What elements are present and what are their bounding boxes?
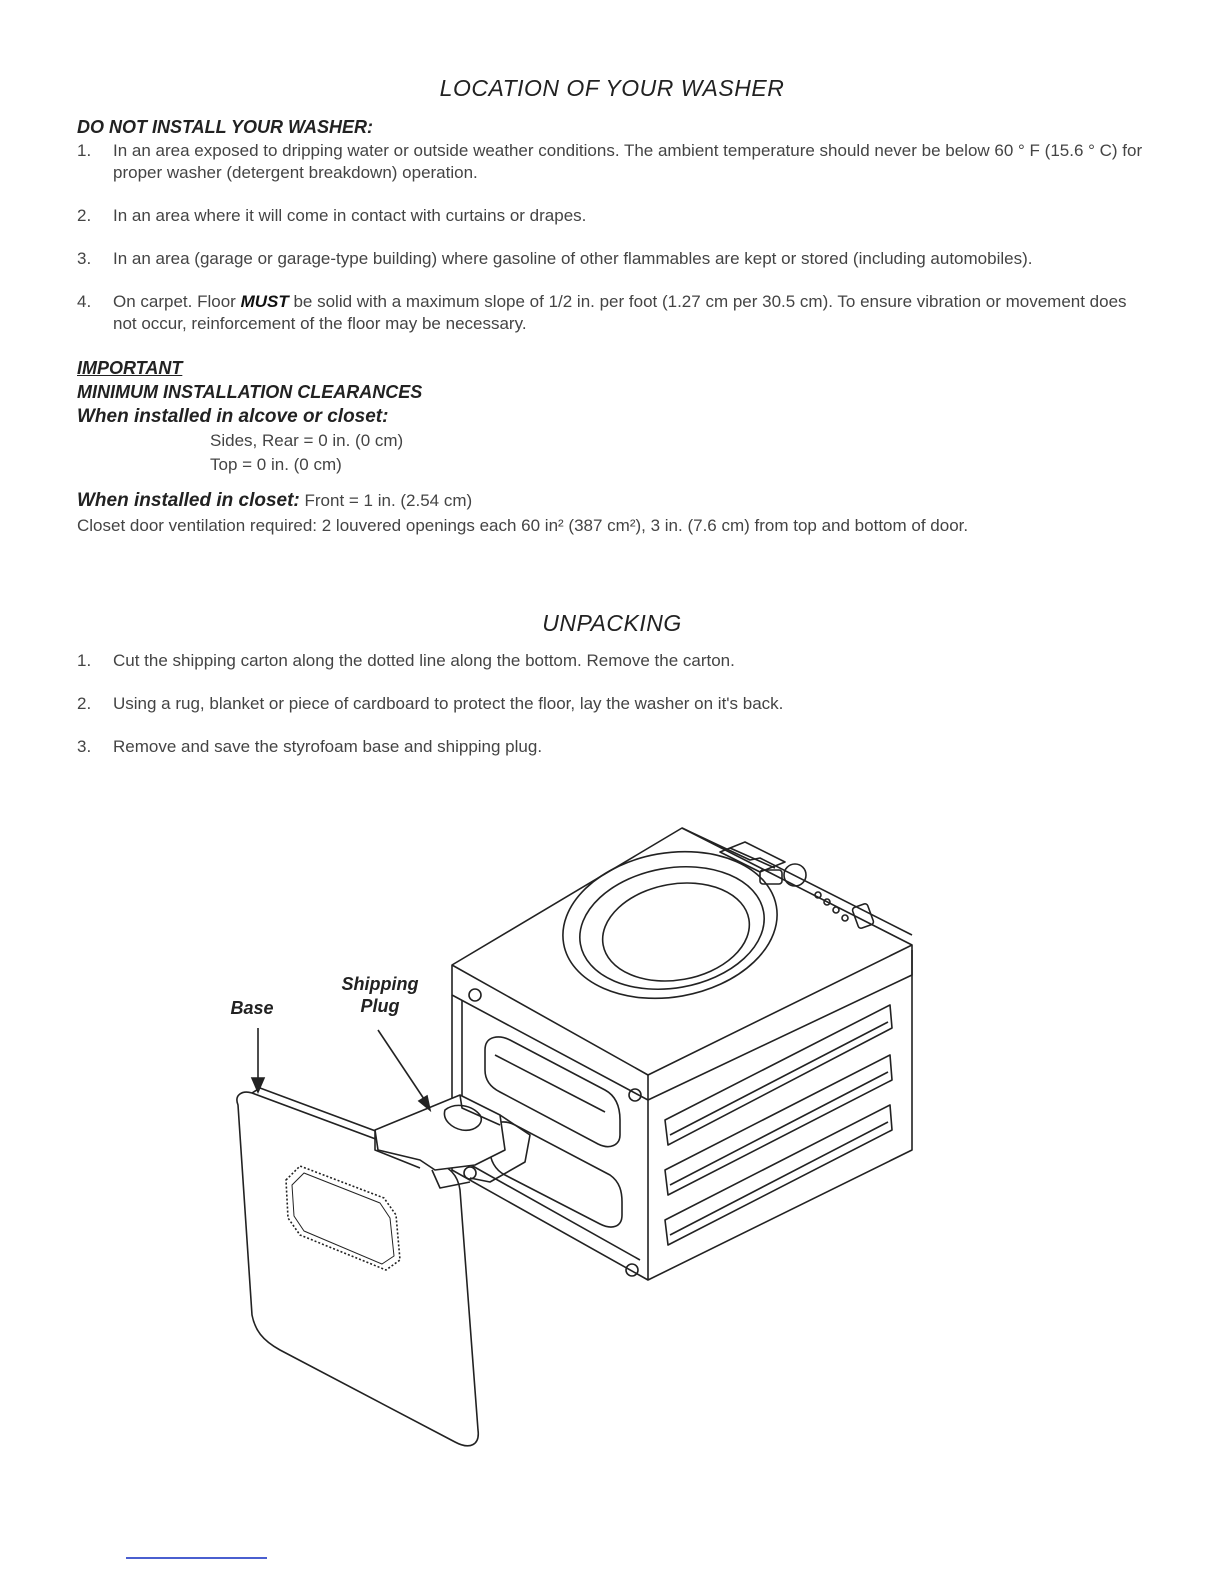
front-value: Front = 1 in. (2.54 cm)	[304, 491, 473, 510]
list-item: 1. Cut the shipping carton along the dotted line along the bottom. Remove the carton.	[77, 651, 735, 670]
footer-rule	[126, 1557, 267, 1559]
plug-label: Plug	[360, 996, 400, 1016]
location-list	[77, 140, 1147, 356]
washer-illustration	[200, 790, 960, 1470]
list-item: 1. In an area exposed to dripping water or outside weather conditions. The ambient temperature should never be below 60 ° F (15.6 ° C) for proper washer (detergent breakdown) operation.	[77, 141, 1143, 182]
must-emphasis: MUST	[240, 292, 289, 311]
top-value: Top = 0 in. (0 cm)	[210, 455, 342, 474]
list-item: 2. Using a rug, blanket or piece of cardboard to protect the floor, lay the washer on it's back.	[77, 694, 784, 713]
sides-rear-value: Sides, Rear = 0 in. (0 cm)	[210, 431, 404, 450]
do-not-install-heading: DO NOT INSTALL YOUR WASHER:	[77, 117, 374, 137]
washer-drawing	[200, 790, 960, 1470]
list-item: 3. In an area (garage or garage-type building) where gasoline of other flammables are kept or stored (including automobiles).	[77, 249, 1033, 268]
important-label: IMPORTANT	[77, 358, 183, 378]
closet-label: When installed in closet:	[77, 490, 300, 511]
unpacking-title: UNPACKING	[542, 610, 682, 636]
alcove-label: When installed in alcove or closet:	[77, 406, 389, 427]
list-item: 2. In an area where it will come in contact with curtains or drapes.	[77, 206, 587, 225]
list-item: 4. On carpet. Floor MUST be solid with a maximum slope of 1/2 in. per foot (1.27 cm per 30.5 cm). To ensure vibration or movement does not occur, reinforcement of the floor may be necessary.	[77, 292, 1127, 333]
closet-line	[77, 490, 472, 512]
shipping-label: Shipping	[341, 974, 419, 994]
clearances-heading: MINIMUM INSTALLATION CLEARANCES	[77, 382, 423, 402]
list-item: 3. Remove and save the styrofoam base and shipping plug.	[77, 737, 543, 756]
ventilation-note: Closet door ventilation required: 2 louvered openings each 60 in² (387 cm²), 3 in. (7.6 cm) from top and bottom of door.	[77, 516, 969, 535]
unpacking-list	[77, 650, 1147, 779]
location-title: LOCATION OF YOUR WASHER	[439, 75, 785, 101]
base-label: Base	[230, 998, 274, 1018]
